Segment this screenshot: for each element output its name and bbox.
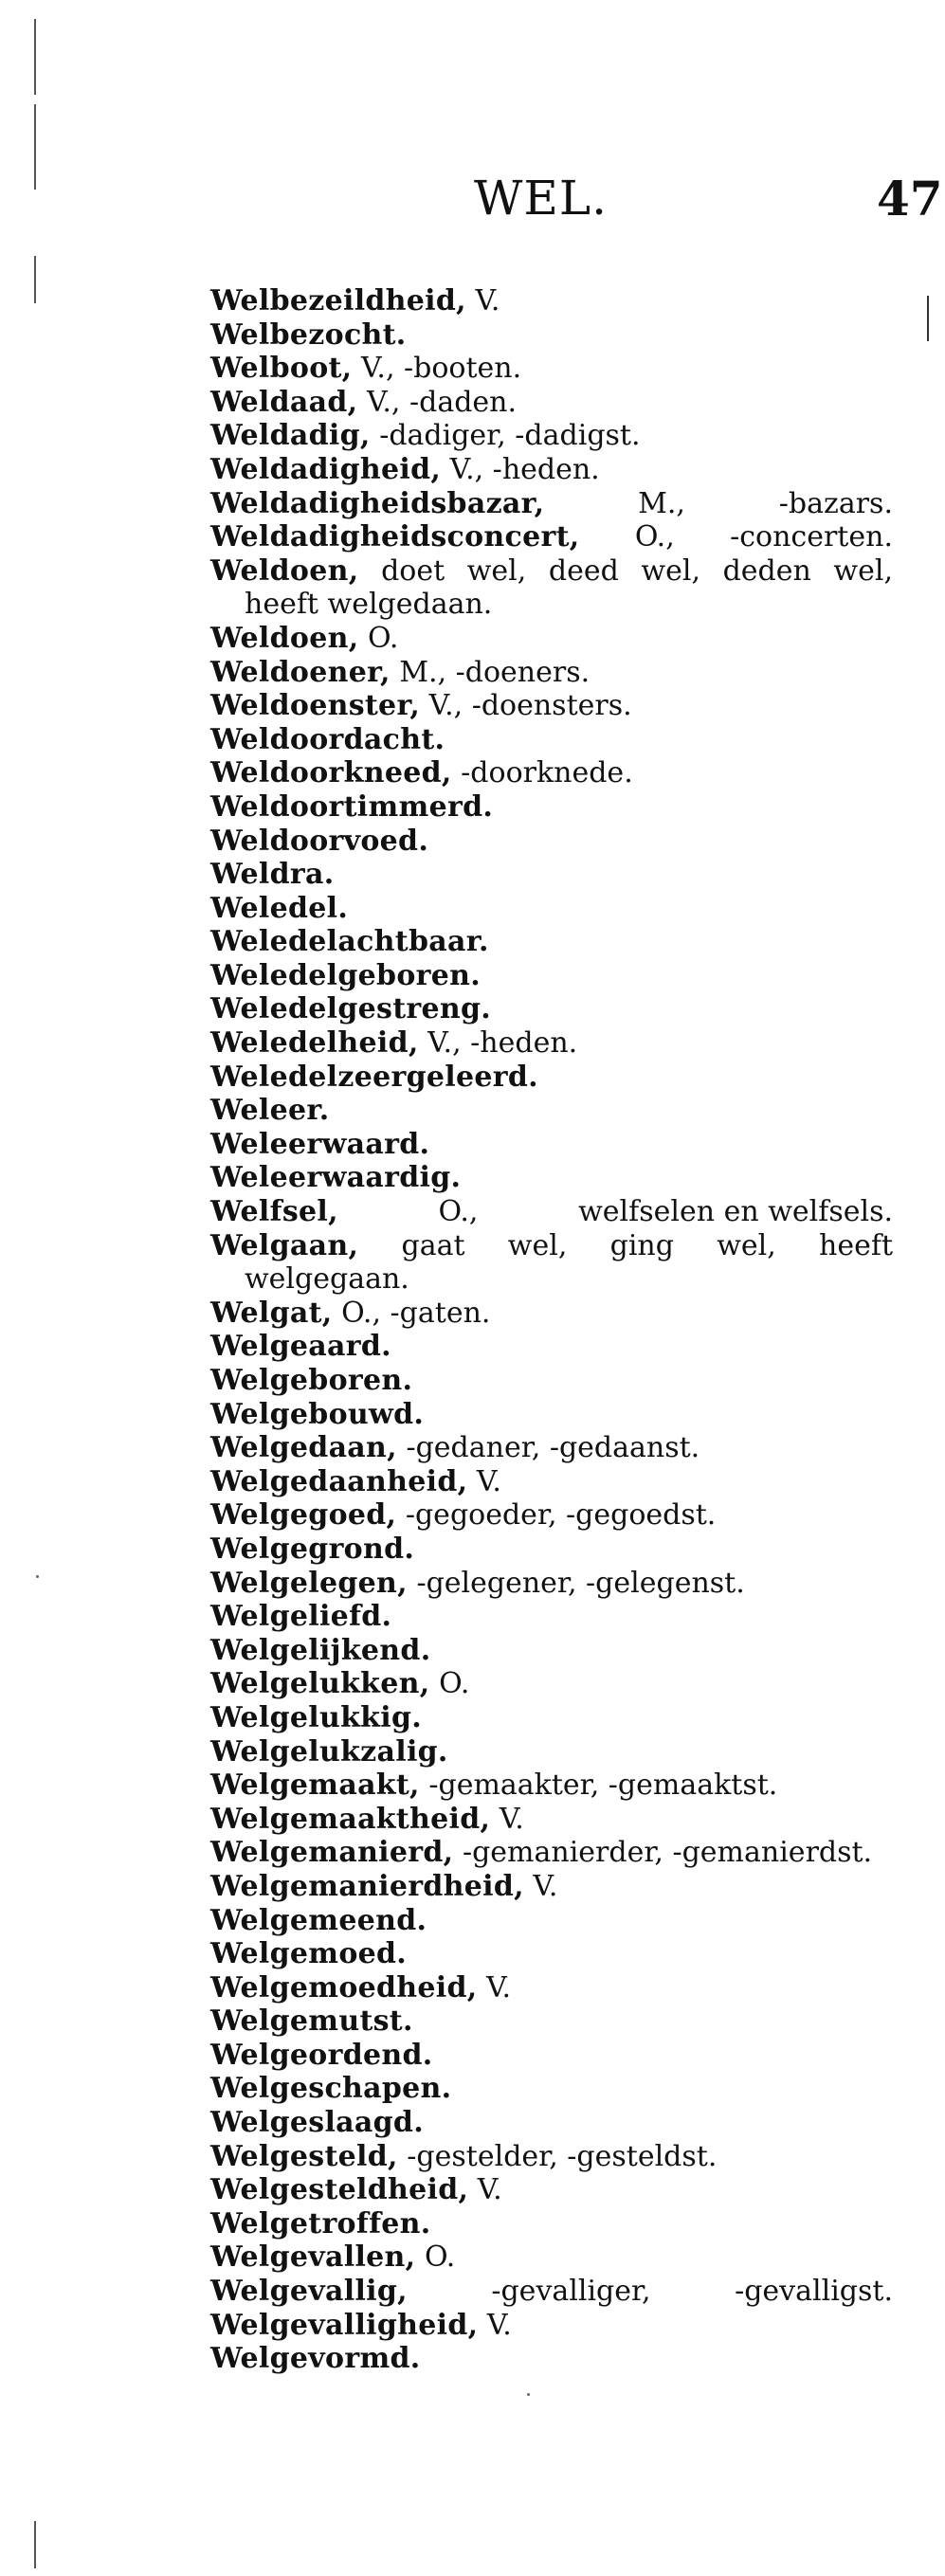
entry-inflection: -dadiger, -dadigst. [379,419,641,453]
entry-headword: Welgemaakt, [210,1769,420,1803]
dictionary-entry [210,1803,893,1837]
speck [36,1575,39,1578]
entry-inflection: -bazars. [778,486,893,520]
left-margin-mark [34,256,36,303]
entry-headword: Weledelgestreng. [210,992,492,1026]
dictionary-entry [210,925,893,959]
entry-headword: Weldadig, [210,419,371,453]
entry-inflection: -concerten. [730,520,893,554]
entry-headword: Weldra. [210,858,335,892]
left-margin-mark [34,19,36,95]
entry-headword: Welgemanierd, [210,1836,454,1870]
entry-headword: Weledel. [210,891,349,925]
entry-headword: Welboot, [210,352,353,386]
dictionary-entry [210,1161,893,1195]
dictionary-entry [210,386,893,420]
dictionary-entry [210,1769,893,1803]
entry-headword: Welgaan, [210,1228,359,1262]
dictionary-entry [210,892,893,926]
entry-inflection: V. [477,2173,502,2207]
entry-headword: Weleerwaard. [210,1127,430,1161]
dictionary-entry [210,487,893,521]
dictionary-entry [210,825,893,859]
entry-inflection: V., -heden. [449,452,600,486]
entry-inflection: -gegoeder, -gegoedst. [405,1498,717,1533]
entry-headword: Welgelukzalig. [210,1734,448,1769]
speck [527,2393,530,2396]
entry-headword: Welgelijkend. [210,1633,431,1667]
entry-headword: Welgesteldheid, [210,2173,469,2207]
entry-inflection: V. [476,1464,501,1498]
entry-headword: Welgeliefd. [210,1600,392,1634]
dictionary-entry [210,1229,893,1297]
dictionary-entry [210,1870,893,1904]
dictionary-entry [210,1465,893,1499]
entry-headword: Welgegoed, [210,1498,397,1533]
dictionary-entry [210,2005,893,2039]
entry-headword: Welgeboren. [210,1364,413,1397]
dictionary-entry [210,2309,893,2343]
entry-headword: Welgegrond. [210,1532,415,1566]
dictionary-entry [210,453,893,487]
entry-headword: Weledelzeergeleerd. [210,1060,538,1094]
right-margin-rule [927,296,929,341]
entry-inflection: V. [533,1869,558,1903]
dictionary-entry [210,1735,893,1769]
entry-headword: Welfsel, [210,1195,338,1229]
dictionary-entry [210,1128,893,1162]
entry-headword: Weldadigheid, [210,452,442,486]
page-number: 47 [877,171,943,227]
entry-headword: Welgedaan, [210,1431,397,1465]
dictionary-entry-list [210,284,893,2376]
entry-headword: Weleer. [210,1094,330,1128]
entry-headword: Welgesteld, [210,2139,398,2173]
entry-inflection: gaat wel, ging wel, heeft welgegaan. [245,1228,893,1297]
dictionary-entry [210,2207,893,2241]
entry-inflection: V. [486,1970,512,2005]
entry-headword: Weldoorvoed. [210,824,429,858]
entry-headword: Welgemanierdheid, [210,1869,524,1903]
entry-inflection: -gevalligst. [735,2275,893,2309]
entry-gender: O., [634,520,675,554]
entry-inflection: -doorknede. [461,756,633,790]
dictionary-entry [210,1971,893,2005]
left-margin-mark [34,2521,36,2568]
dictionary-entry [210,1061,893,1095]
dictionary-entry [210,992,893,1026]
entry-headword: Welgemutst. [210,2005,413,2039]
dictionary-entry [210,2342,893,2376]
entry-inflection: -gemaakter, -gemaaktst. [428,1769,778,1803]
dictionary-entry [210,1567,893,1601]
dictionary-entry [210,352,893,386]
entry-headword: Weldoordacht. [210,722,445,756]
entry-headword: Welgeordend. [210,2038,433,2072]
entry-headword: Welbezocht. [210,317,407,352]
entry-headword: Weleerwaardig. [210,1161,462,1195]
entry-inflection: O. [439,1667,470,1701]
dictionary-entry [210,858,893,892]
entry-inflection: O. [368,621,399,655]
dictionary-entry [210,284,893,318]
entry-headword: Welgevallig, [210,2275,408,2309]
dictionary-entry [210,1398,893,1432]
entry-headword: Weldadigheidsconcert, [210,520,580,554]
dictionary-entry [210,1026,893,1061]
dictionary-entry [210,2173,893,2207]
entry-inflection: V., -booten. [360,352,522,386]
dictionary-entry [210,1667,893,1701]
entry-inflection: V. [499,1802,524,1836]
dictionary-entry [210,2140,893,2174]
entry-inflection: V. [486,2308,512,2342]
entry-gender: O., [438,1195,479,1229]
entry-headword: Weldoortimmerd. [210,789,494,824]
dictionary-entry [210,1533,893,1567]
dictionary-entry [210,520,893,554]
entry-headword: Weledelachtbaar. [210,925,489,959]
dictionary-entry [210,1600,893,1634]
entry-headword: Welgemaaktheid, [210,1802,491,1836]
entry-headword: Welgemeend. [210,1903,427,1937]
entry-headword: Weldaad, [210,385,358,419]
entry-inflection: V., -doensters. [428,689,632,723]
entry-headword: Weldoen, [210,621,359,655]
dictionary-entry [210,1195,893,1229]
dictionary-entry [210,554,893,622]
dictionary-entry [210,1836,893,1870]
entry-headword: Weldoenster, [210,689,421,723]
entry-inflection: -gedaner, -gedaanst. [406,1431,700,1465]
dictionary-entry [210,1701,893,1735]
entry-inflection: O., -gaten. [341,1296,491,1330]
dictionary-entry [210,656,893,690]
entry-headword: Welgelukken, [210,1667,430,1701]
entry-inflection: V. [475,284,500,317]
left-margin-mark [34,104,36,190]
entry-headword: Welgevormd. [210,2342,421,2376]
dictionary-entry [210,1431,893,1465]
entry-headword: Weldoen, [210,553,359,588]
entry-headword: Weldadigheidsbazar, [210,486,545,520]
dictionary-entry [210,1094,893,1128]
dictionary-entry [210,318,893,353]
entry-headword: Welgelukkig. [210,1700,422,1734]
entry-headword: Welgevalligheid, [210,2308,479,2342]
dictionary-entry [210,1634,893,1668]
dictionary-entry [210,2039,893,2073]
entry-inflection: -gemanierder, -gemanierdst. [462,1836,873,1870]
entry-inflection: V., -heden. [427,1026,578,1061]
dictionary-entry [210,2275,893,2309]
entry-headword: Welgeschapen. [210,2072,452,2106]
entry-inflection: O. [424,2240,456,2275]
dictionary-entry [210,1937,893,1971]
entry-headword: Welgat, [210,1296,333,1330]
entry-headword: Welgevallen, [210,2240,416,2275]
entry-headword: Welgedaanheid, [210,1464,468,1498]
entry-headword: Welgemoed. [210,1937,408,1971]
entry-headword: Welgetroffen. [210,2206,431,2240]
entry-headword: Welgelegen, [210,1566,408,1600]
entry-gender: -gevalliger, [491,2275,651,2309]
dictionary-entry [210,756,893,790]
dictionary-entry [210,790,893,825]
dictionary-entry [210,1330,893,1364]
entry-inflection: doet wel, deed wel, deden wel, heeft welgedaan. [245,553,893,622]
entry-inflection: -gestelder, -gesteldst. [407,2139,718,2173]
entry-headword: Welgeslaagd. [210,2106,424,2140]
dictionary-entry [210,2106,893,2140]
dictionary-entry [210,1364,893,1398]
entry-headword: Welgemoedheid, [210,1970,478,2005]
dictionary-entry [210,1904,893,1938]
entry-headword: Weledelheid, [210,1026,419,1061]
entry-inflection: welfselen en welfsels. [578,1195,893,1229]
entry-gender: M., [638,486,685,520]
entry-headword: Weldoener, [210,655,391,689]
dictionary-entry [210,622,893,656]
running-head: WEL. [474,171,608,226]
entry-inflection: M., -doeners. [399,655,591,689]
entry-headword: Welgebouwd. [210,1397,425,1431]
entry-headword: Weldoorkneed, [210,756,452,790]
entry-headword: Welgeaard. [210,1330,391,1364]
entry-inflection: V., -daden. [366,385,518,419]
dictionary-entry [210,1498,893,1533]
entry-headword: Welbezeildheid, [210,284,466,317]
entry-inflection: -gelegener, -gelegenst. [416,1566,745,1600]
dictionary-entry [210,2240,893,2275]
entry-headword: Weledelgeboren. [210,958,481,992]
dictionary-entry [210,2072,893,2106]
dictionary-entry [210,419,893,453]
dictionary-entry [210,689,893,723]
dictionary-entry [210,959,893,993]
dictionary-entry [210,723,893,757]
dictionary-entry [210,1297,893,1331]
